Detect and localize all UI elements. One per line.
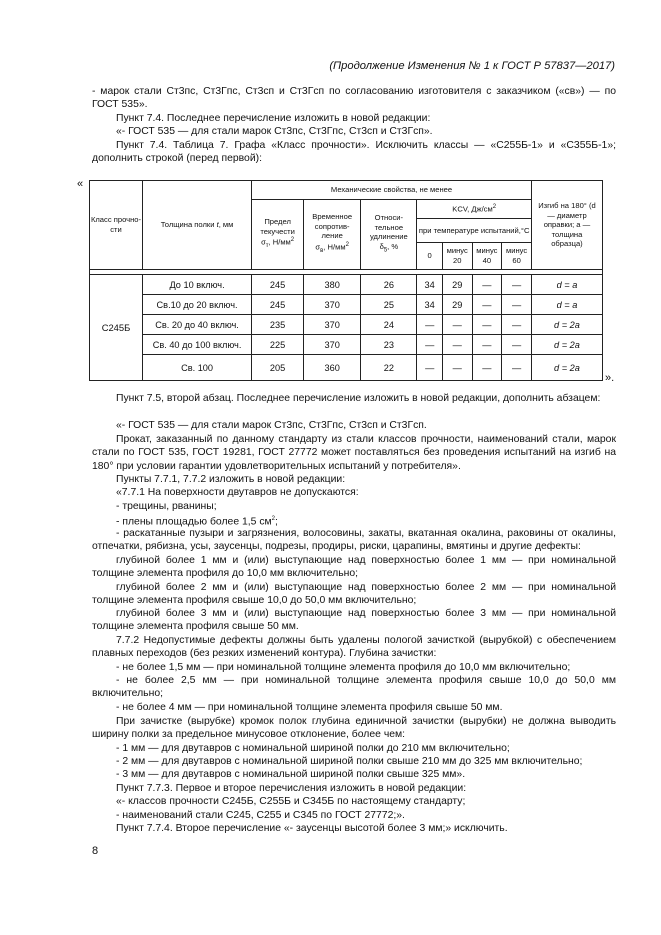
cell-yield: 205 [252, 355, 304, 381]
cell-yield: 245 [252, 275, 304, 295]
cell-tensile: 370 [304, 335, 361, 355]
paragraph: глубиной более 3 мм и (или) выступающие над поверхностью более 3 мм — при номинальной толщине элемента профиля свыше 50 мм. [92, 608, 616, 633]
header-mechanical: Механические свойства, не менее [252, 181, 532, 200]
paragraph: Пункт 7.7.3. Первое и второе перечисления изложить в новой редакции: [116, 783, 467, 794]
cell-kcv-60: — [502, 295, 532, 315]
cell-kcv-40: — [472, 275, 502, 295]
header-class: Класс прочно- сти [90, 181, 143, 270]
paragraph: - 3 мм — для двутавров с номинальной шириной полки свыше 325 мм». [116, 769, 466, 780]
cell-kcv-20: 29 [442, 275, 472, 295]
header-elongation: Относи- тельное удлинение $\delta_5$, % [361, 200, 417, 270]
cell-kcv-40: — [472, 335, 502, 355]
page-header: (Продолжение Изменения № 1 к ГОСТ Р 57837—2017) [329, 60, 615, 72]
paragraph: Пункт 7.5, второй абзац. Последнее перечисление изложить в новой редакции, дополнить абзацем: [116, 393, 601, 404]
cell-kcv-60: — [502, 335, 532, 355]
cell-thickness: Св. 40 до 100 включ. [142, 335, 251, 355]
header-thickness: Толщина полки t, мм [142, 181, 251, 270]
cell-kcv-0: — [417, 335, 442, 355]
header-kcv: KCV, $Дж/см^2$ [417, 200, 531, 219]
cell-yield: 225 [252, 335, 304, 355]
header-temp-minus20: минус 20 [442, 243, 472, 270]
cell-kcv-60: — [502, 315, 532, 335]
paragraph: «7.7.1 На поверхности двутавров не допускаются: [116, 487, 359, 498]
paragraph: глубиной более 1 мм и (или) выступающие над поверхностью более 1 мм — при номинальной толщине элемента профиля до 10,0 мм включительно; [92, 555, 616, 580]
page-number: 8 [92, 845, 99, 857]
cell-kcv-40: — [472, 295, 502, 315]
paragraph: - наименований стали С245, С255 и С345 по ГОСТ 27772;». [116, 810, 405, 821]
cell-thickness: Св.10 до 20 включ. [142, 295, 251, 315]
quote-open: « [77, 178, 84, 190]
cell-bend: d = 2a [531, 355, 602, 381]
quote-close: ». [605, 372, 615, 384]
paragraph: - 2 мм — для двутавров с номинальной шириной полки свыше 210 мм до 325 мм включительно; [116, 756, 583, 767]
header-tensile: Временное сопротив- ление $\sigma_в$, $Н/мм^2$ [304, 200, 361, 270]
cell-yield: 245 [252, 295, 304, 315]
table-row [90, 315, 603, 335]
cell-kcv-40: — [472, 315, 502, 335]
paragraph: «- ГОСТ 535 — для стали марок Ст3пс, Ст3Гпс, Ст3сп и Ст3Гсп». [116, 126, 433, 137]
cell-elongation: 26 [361, 275, 417, 295]
cell-kcv-20: 29 [442, 295, 472, 315]
cell-tensile: 370 [304, 315, 361, 335]
cell-kcv-60: — [502, 355, 532, 381]
paragraph: - раскатанные пузыри и загрязнения, волосовины, закаты, вкатанная окалина, раковины от окалины, отпечатки, рябизна, усы, заусенцы, подрезы, продиры, риски, царапины, вмятины и другие дефекты: [92, 528, 616, 553]
cell-kcv-0: — [417, 315, 442, 335]
header-bend: Изгиб на 180° (d — диаметр оправки; a — толщина образца) [531, 181, 602, 270]
paragraph: - трещины, рванины; [116, 501, 217, 512]
header-temp-minus40: минус 40 [472, 243, 502, 270]
cell-kcv-20: — [442, 315, 472, 335]
cell-kcv-40: — [472, 355, 502, 381]
paragraph: - не более 2,5 мм — при номинальной толщине элемента профиля свыше 10,0 до 50,0 мм включительно; [92, 675, 616, 700]
table-row [90, 355, 603, 381]
paragraph: 7.7.2 Недопустимые дефекты должны быть удалены пологой зачисткой (вырубкой) с обеспечением плавных переходов (без резких изменений контура). Глубина зачистки: [92, 635, 616, 660]
cell-bend: d = 2a [531, 335, 602, 355]
paragraph: - плены площадью более 1,5 $см^2$; [116, 516, 278, 528]
header-yield: Предел текучести $\sigma_т$, $Н/мм^2$ [252, 200, 304, 270]
table-row [90, 295, 603, 315]
grade-cell: С245Б [90, 275, 143, 381]
paragraph: Пункты 7.7.1, 7.7.2 изложить в новой редакции: [116, 474, 346, 485]
header-temperature: при температуре испытаний,°С [417, 219, 531, 243]
cell-tensile: 360 [304, 355, 361, 381]
cell-thickness: Св. 20 до 40 включ. [142, 315, 251, 335]
paragraph: Пункт 7.4. Таблица 7. Графа «Класс прочности». Исключить классы — «С255Б-1» и «С355Б-1»; дополнить строкой (перед первой): [92, 140, 616, 165]
cell-yield: 235 [252, 315, 304, 335]
cell-elongation: 25 [361, 295, 417, 315]
cell-kcv-0: — [417, 355, 442, 381]
paragraph: Прокат, заказанный по данному стандарту из стали классов прочности, наименований стали, марок стали по ГОСТ 535, ГОСТ 19281, ГОСТ 27772 может поставляться без проведения испытаний на изгиб на 180° при условии гарантии удовлетворительных испытаний у потребителя». [92, 434, 616, 472]
cell-kcv-20: — [442, 355, 472, 381]
paragraph: При зачистке (вырубке) кромок полок глубина единичной зачистки (вырубки) не должна выводить ширину полки за предельное минусовое отклонение, более чем: [92, 716, 616, 741]
paragraph: - не более 1,5 мм — при номинальной толщине элемента профиля до 10,0 мм включительно; [116, 662, 571, 673]
cell-kcv-20: — [442, 335, 472, 355]
cell-bend: d = a [531, 295, 602, 315]
table-row [90, 335, 603, 355]
cell-thickness: Св. 100 [142, 355, 251, 381]
cell-bend: d = 2a [531, 315, 602, 335]
cell-bend: d = a [531, 275, 602, 295]
paragraph: - не более 4 мм — при номинальной толщине элемента профиля свыше 50 мм. [116, 702, 503, 713]
paragraph: глубиной более 2 мм и (или) выступающие над поверхностью более 2 мм — при номинальной толщине элемента профиля свыше 10,0 до 50,0 мм включительно; [92, 582, 616, 607]
paragraph: Пункт 7.7.4. Второе перечисление «- заусенцы высотой более 3 мм;» исключить. [116, 823, 508, 834]
cell-kcv-0: 34 [417, 275, 442, 295]
cell-kcv-60: — [502, 275, 532, 295]
cell-elongation: 22 [361, 355, 417, 381]
paragraph: Пункт 7.4. Последнее перечисление изложить в новой редакции: [116, 113, 431, 124]
cell-thickness: До 10 включ. [142, 275, 251, 295]
paragraph: «- ГОСТ 535 — для стали марок Ст3пс, Ст3Гпс, Ст3сп и Ст3Гсп. [116, 420, 427, 431]
cell-kcv-0: 34 [417, 295, 442, 315]
table-row [90, 275, 603, 295]
strength-table [89, 180, 603, 381]
header-temp-0: 0 [417, 243, 442, 270]
header-temp-minus60: минус 60 [502, 243, 532, 270]
cell-elongation: 24 [361, 315, 417, 335]
cell-tensile: 370 [304, 295, 361, 315]
paragraph: - 1 мм — для двутавров с номинальной шириной полки до 210 мм включительно; [116, 743, 510, 754]
paragraph: «- классов прочности С245Б, С255Б и С345Б по настоящему стандарту; [116, 796, 466, 807]
cell-tensile: 380 [304, 275, 361, 295]
paragraph: - марок стали Ст3пс, Ст3Гпс, Ст3сп и Ст3Гсп по согласованию изготовителя с заказчиком («св») — по ГОСТ 535». [92, 86, 616, 111]
cell-elongation: 23 [361, 335, 417, 355]
